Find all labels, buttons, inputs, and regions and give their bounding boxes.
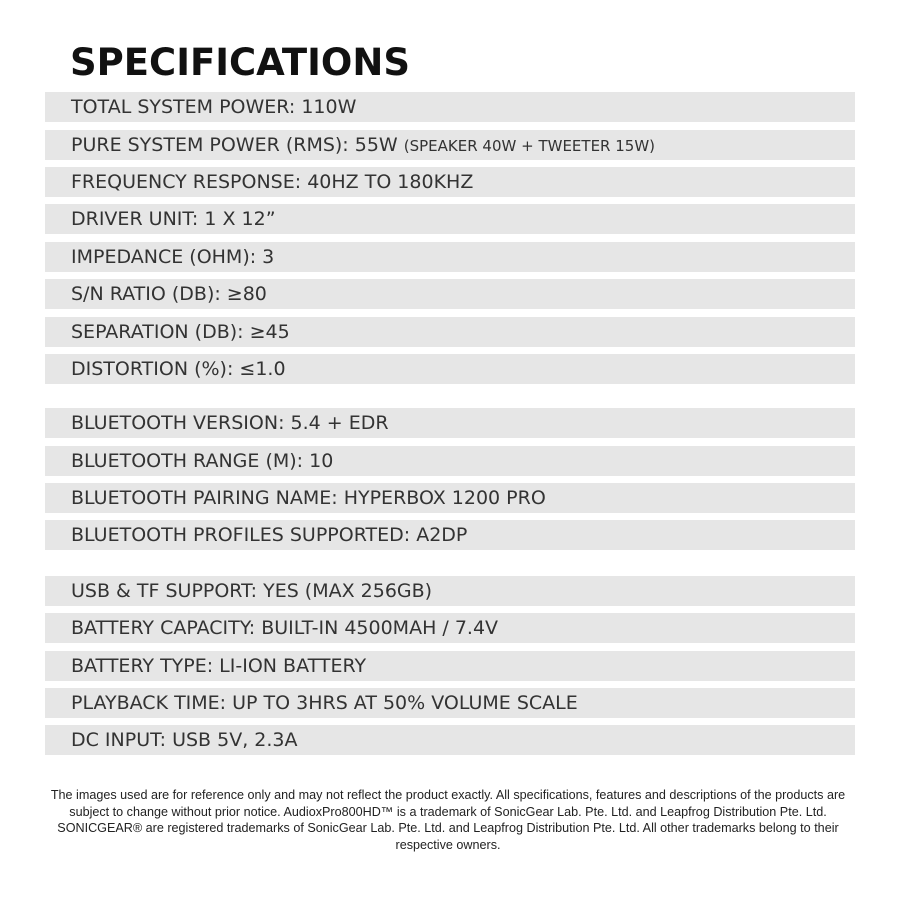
- spec-row-distortion: [45, 354, 855, 384]
- spec-text: BLUETOOTH PROFILES SUPPORTED: A2DP: [71, 524, 468, 546]
- spec-row-sn-ratio: [45, 279, 855, 309]
- spec-row-bluetooth-profiles: [45, 520, 855, 550]
- spec-text: BLUETOOTH VERSION: 5.4 + EDR: [71, 412, 389, 434]
- spec-row-bluetooth-pairing-name: [45, 483, 855, 513]
- spec-text: TOTAL SYSTEM POWER: 110W: [71, 96, 357, 118]
- spec-row-impedance: [45, 242, 855, 272]
- spec-row-total-system-power: [45, 92, 855, 122]
- spec-text: BATTERY TYPE: LI-ION BATTERY: [71, 655, 367, 677]
- spec-text: IMPEDANCE (OHM): 3: [71, 246, 275, 268]
- spec-row-bluetooth-range: [45, 446, 855, 476]
- spec-text: PLAYBACK TIME: UP TO 3HRS AT 50% VOLUME SCALE: [71, 692, 578, 714]
- spec-text: DC INPUT: USB 5V, 2.3A: [71, 729, 298, 751]
- spec-row-pure-system-power: [45, 130, 855, 160]
- spec-row-playback-time: [45, 688, 855, 718]
- spec-row-separation: [45, 317, 855, 347]
- spec-row-dc-input: [45, 725, 855, 755]
- spec-text: SEPARATION (DB): ≥45: [71, 321, 290, 343]
- spec-row-usb-tf-support: [45, 576, 855, 606]
- spec-text: BLUETOOTH PAIRING NAME: HYPERBOX 1200 PRO: [71, 487, 546, 509]
- spec-text: FREQUENCY RESPONSE: 40HZ TO 180KHZ: [71, 171, 474, 193]
- page-title: SPECIFICATIONS: [70, 41, 410, 84]
- spec-row-battery-type: [45, 651, 855, 681]
- spec-text: BATTERY CAPACITY: BUILT-IN 4500MAH / 7.4V: [71, 617, 499, 639]
- disclaimer-text: The images used are for reference only and may not reflect the product exactly. All specifications, features and descriptions of the products are subject to change without prior notice. AudioxPro800HD™ is a trademark of SonicGear Lab. Pte. Ltd. and Leapfrog Distribution Pte. Ltd. SONICGEAR® are registered trademarks of SonicGear Lab. Pte. Ltd. and Leapfrog Distribution Pte. Ltd. All other trademarks belong to their respective owners.: [50, 788, 846, 852]
- spec-row-frequency-response: [45, 167, 855, 197]
- spec-note: (SPEAKER 40W + TWEETER 15W): [403, 137, 656, 155]
- spec-text: DRIVER UNIT: 1 X 12”: [71, 208, 276, 230]
- spec-row-driver-unit: [45, 204, 855, 234]
- spec-text: PURE SYSTEM POWER (RMS): 55W: [71, 134, 398, 156]
- spec-text: BLUETOOTH RANGE (M): 10: [71, 450, 334, 472]
- spec-text: DISTORTION (%): ≤1.0: [71, 358, 286, 380]
- spec-text: USB & TF SUPPORT: YES (MAX 256GB): [71, 580, 433, 602]
- spec-row-battery-capacity: [45, 613, 855, 643]
- spec-text: S/N RATIO (DB): ≥80: [71, 283, 267, 305]
- spec-row-bluetooth-version: [45, 408, 855, 438]
